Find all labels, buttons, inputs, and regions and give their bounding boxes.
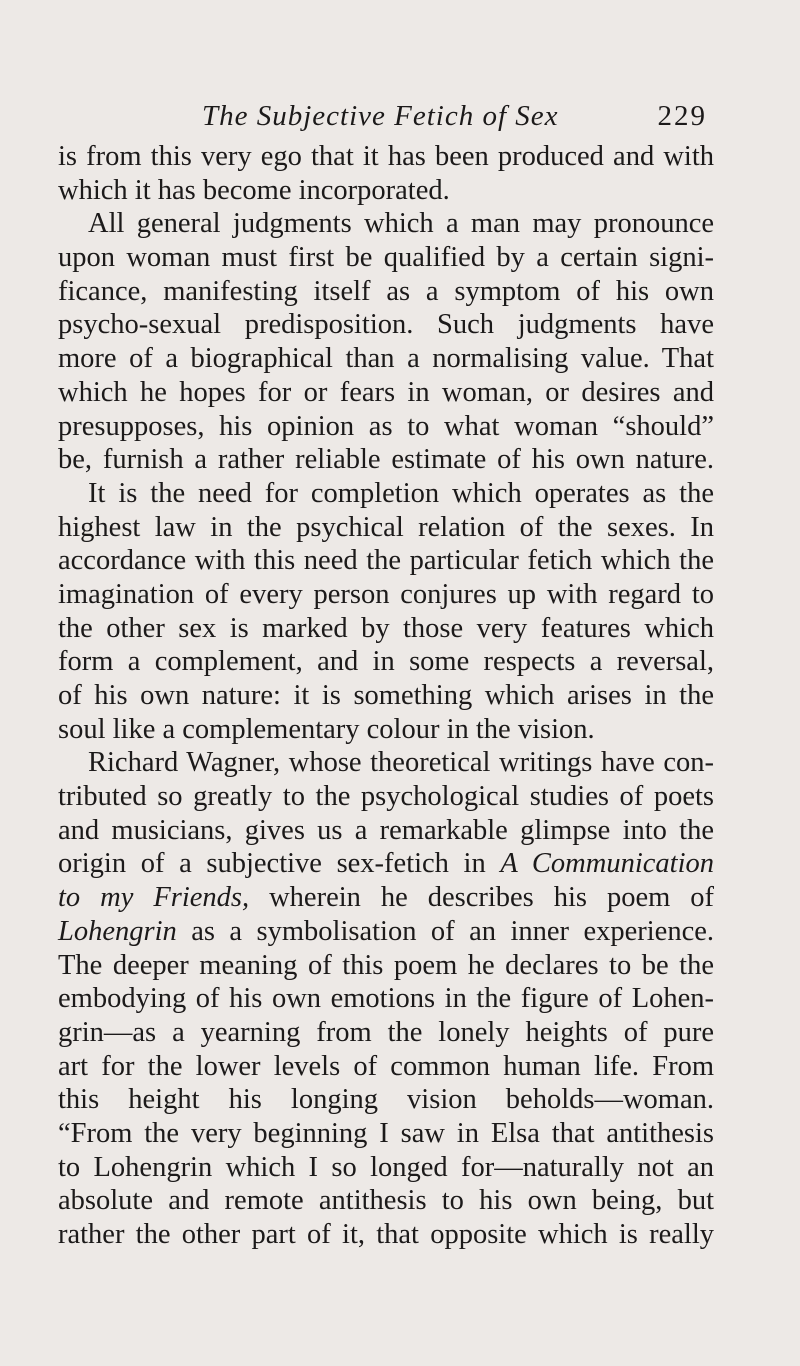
text-line: All general judgments which a man may pronounce <box>88 208 714 240</box>
text-line: “From the very beginning I saw in Elsa that antithesis <box>58 1117 714 1149</box>
text-line: grin—as a yearning from the lonely heights of pure <box>58 1016 714 1048</box>
italic-title: Lohengrin <box>58 915 177 947</box>
text-line: accordance with this need the particular fetich which the <box>58 545 714 577</box>
text-line <box>58 915 714 949</box>
text-line: the other sex is marked by those very features which <box>58 612 714 644</box>
text-line: imagination of every person conjures up with regard to <box>58 578 714 610</box>
text-line: which he hopes for or fears in woman, or desires and <box>58 376 714 408</box>
text-line: form a complement, and in some respects a reversal, <box>58 646 714 678</box>
text-line: rather the other part of it, that opposite which is really <box>58 1219 714 1250</box>
italic-title: to my Friends, <box>58 882 250 914</box>
text-line: of his own nature: it is something which arises in the <box>58 680 714 711</box>
text-line <box>58 847 714 881</box>
text-line: and musicians, gives us a remarkable glimpse into the <box>58 814 714 846</box>
text-line: soul like a complementary colour in the vision. <box>58 713 595 745</box>
text-line: be, furnish a rather reliable estimate of his own nature. <box>58 444 714 476</box>
text-line: tributed so greatly to the psychological studies of poets <box>58 781 714 813</box>
text-run: origin of a subjective sex-fetich in <box>58 848 501 880</box>
page-number: 229 <box>657 100 707 132</box>
italic-title: A Communication <box>500 848 714 880</box>
body-text <box>58 140 714 1252</box>
text-line: presupposes, his opinion as to what woman “should” <box>58 410 714 442</box>
text-line: ficance, manifesting itself as a symptom of his own <box>58 275 714 307</box>
running-title: The Subjective Fetich of Sex <box>202 100 559 132</box>
text-line: art for the lower levels of common human life. From <box>58 1050 714 1082</box>
text-line: Richard Wagner, whose theoretical writings have con- <box>88 747 714 779</box>
text-line: embodying of his own emotions in the figure of Lohen- <box>58 983 714 1015</box>
text-line: more of a biographical than a normalising value. That <box>58 343 714 375</box>
text-run: wherein he describes his poem of <box>249 882 714 914</box>
text-line: psycho-sexual predisposition. Such judgments have <box>58 309 714 341</box>
text-line: upon woman must first be qualified by a certain signi- <box>58 242 714 274</box>
running-head <box>202 96 707 136</box>
text-run: as a symbolisation of an inner experience. <box>176 915 714 947</box>
text-line: is from this very ego that it has been produced and with <box>58 141 714 172</box>
text-line <box>58 881 714 915</box>
text-line: It is the need for completion which operates as the <box>88 477 714 509</box>
text-line: The deeper meaning of this poem he declares to be the <box>58 949 714 981</box>
text-line: absolute and remote antithesis to his own being, but <box>58 1185 714 1217</box>
text-line: to Lohengrin which I so longed for—naturally not an <box>58 1151 714 1183</box>
text-line: this height his longing vision beholds—woman. <box>58 1084 714 1116</box>
text-line: which it has become incorporated. <box>58 174 450 206</box>
text-line: highest law in the psychical relation of the sexes. In <box>58 511 714 543</box>
